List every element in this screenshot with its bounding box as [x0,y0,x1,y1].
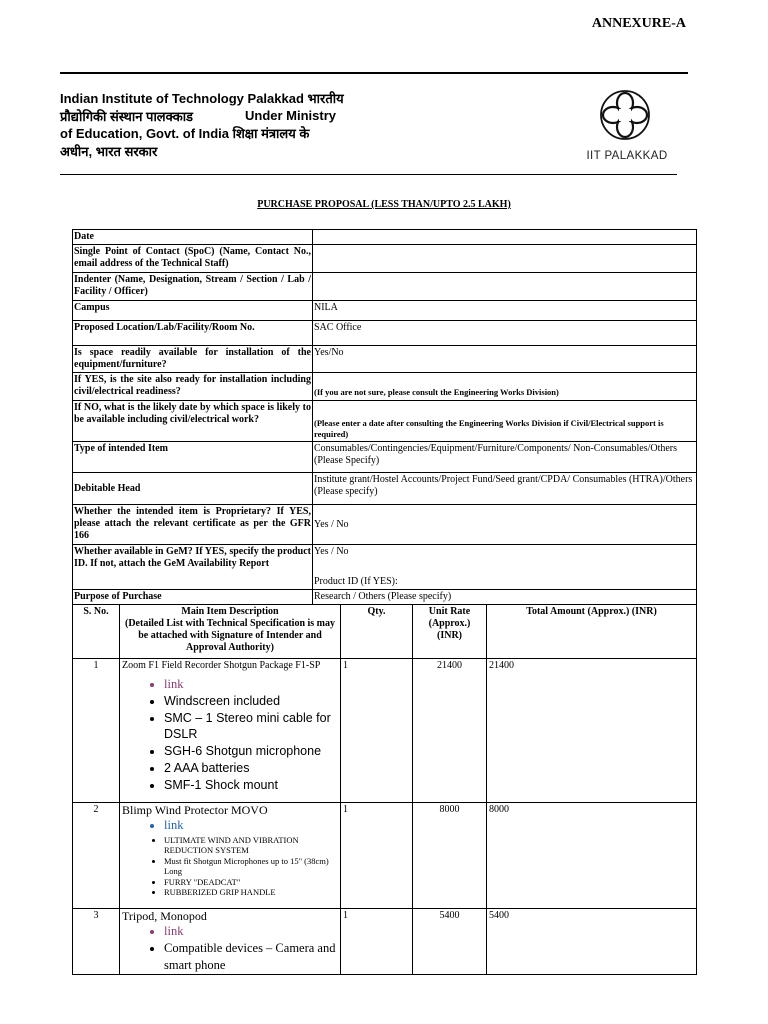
header-description-note: (Detailed List with Technical Specification is may be attached with Signature of Intender and Approval Authority) [125,618,335,653]
items-table [72,604,697,975]
header-ministry: Under Ministry [245,108,337,123]
list-item: • SGH-6 Shotgun microphone [164,743,338,760]
item-name: Zoom F1 Field Recorder Shotgun Package F1-SP [122,660,321,671]
item-link[interactable]: • link [164,923,338,940]
form-row-gem [73,545,697,590]
institute-header [60,90,360,160]
item-description [120,909,341,975]
table-row [73,909,697,975]
list-item: • ULTIMATE WIND AND VIBRATION REDUCTION SYSTEM [164,835,338,856]
item-link-list [122,817,338,834]
item-total: 5400 [487,909,697,975]
item-type-field[interactable]: Consumables/Contingencies/Equipment/Furniture/Components/ Non-Consumables/Others (Please Specify) [313,442,697,473]
form-label: Proposed Location/Lab/Facility/Room No. [73,321,313,346]
top-rule [60,72,688,74]
form-row-likely-date [73,401,697,442]
form-label: Campus [73,301,313,321]
item-name: Blimp Wind Protector MOVO [122,803,268,817]
form-row-site-ready [73,373,697,401]
form-label: Purpose of Purchase [73,590,313,605]
item-name: Tripod, Monopod [122,909,207,923]
header-qty: Qty. [341,605,413,659]
table-row [73,803,697,909]
form-label: If YES, is the site also ready for installation including civil/electrical readiness? [73,373,313,401]
header-line-4: अधीन, भारत सरकार [60,143,158,159]
form-label: Debitable Head [73,473,313,505]
form-label: Indenter (Name, Designation, Stream / Section / Lab / Facility / Officer) [73,273,313,301]
form-label: Type of intended Item [73,442,313,473]
list-item: • Must fit Shotgun Microphones up to 15" (38cm) Long [164,856,338,877]
item-sno: 3 [73,909,120,975]
list-item: • Compatible devices – Camera and smart phone [164,940,338,974]
list-item: • Windscreen included [164,693,338,710]
form-row-indenter [73,273,697,301]
proposal-form-table [72,229,697,605]
location-field[interactable]: SAC Office [313,321,697,346]
debitable-head-field[interactable]: Institute grant/Hostel Accounts/Project Fund/Seed grant/CPDA/ Consumables (HTRA)/Others (Please specify) [313,473,697,505]
item-qty: 1 [341,803,413,909]
header-total: Total Amount (Approx.) (INR) [487,605,697,659]
form-row-date [73,230,697,245]
header-line-3: of Education, Govt. of India शिक्षा मंत्रालय के [60,126,310,141]
date-field[interactable] [313,230,697,245]
form-row-purpose [73,590,697,605]
form-row-campus [73,301,697,321]
purpose-field[interactable]: Research / Others (Please specify) [313,590,697,605]
form-label: Is space readily available for installation of the equipment/furniture? [73,346,313,373]
gem-field[interactable] [313,545,697,590]
list-item: • SMC – 1 Stereo mini cable for DSLR [164,710,338,744]
likely-date-note: (Please enter a date after consulting the Engineering Works Division if Civil/Electrical support is required) [314,418,664,439]
item-description [120,803,341,909]
item-bullet-list [122,923,338,973]
form-label: Whether the intended item is Proprietary? If YES, please attach the relevant certificate as per the GFR 166 [73,505,313,545]
list-item: • FURRY "DEADCAT" [164,877,338,888]
likely-date-field[interactable] [313,401,697,442]
logo-text: IIT PALAKKAD [586,150,668,162]
site-ready-note: (If you are not sure, please consult the Engineering Works Division) [314,387,559,397]
item-sno: 2 [73,803,120,909]
form-row-location [73,321,697,346]
indenter-field[interactable] [313,273,697,301]
header-description-title: Main Item Description [181,606,279,617]
items-header-row [73,605,697,659]
annexure-label: ANNEXURE-A [591,16,686,31]
form-row-space [73,346,697,373]
form-row-item-type [73,442,697,473]
header-line-2: प्रौद्योगिकी संस्थान पालक्काड [60,108,194,124]
form-row-proprietary [73,505,697,545]
item-description [120,659,341,803]
item-qty: 1 [341,659,413,803]
header-unit-rate: Unit Rate (Approx.) (INR) [413,605,487,659]
table-row [73,659,697,803]
header-description [120,605,341,659]
header-sno: S. No. [73,605,120,659]
form-label: If NO, what is the likely date by which space is likely to be available including civil/electrical work? [73,401,313,442]
item-unit-rate: 8000 [413,803,487,909]
item-unit-rate: 5400 [413,909,487,975]
item-unit-rate: 21400 [413,659,487,803]
form-label: Single Point of Contact (SpoC) (Name, Contact No., email address of the Technical Staff) [73,245,313,273]
form-label: Date [73,230,313,245]
item-sno: 1 [73,659,120,803]
form-label: Whether available in GeM? If YES, specify the product ID. If not, attach the GeM Availability Report [73,545,313,590]
header-line-1: Indian Institute of Technology Palakkad भारतीय [60,91,344,106]
iit-palakkad-logo-icon [598,88,652,142]
list-item: • SMF-1 Shock mount [164,777,338,794]
gem-product-id: Product ID (If YES): [314,576,398,587]
item-bullet-list [122,676,338,794]
list-item: • 2 AAA batteries [164,760,338,777]
gem-yes-no: Yes / No [314,546,349,557]
item-bullet-list [122,835,338,898]
document-title: PURCHASE PROPOSAL (LESS THAN/UPTO 2.5 LAKH) [257,199,511,210]
form-row-debitable-head [73,473,697,505]
item-link[interactable]: • link [164,817,338,834]
item-total: 21400 [487,659,697,803]
list-item: • RUBBERIZED GRIP HANDLE [164,887,338,898]
item-qty: 1 [341,909,413,975]
item-total: 8000 [487,803,697,909]
spoc-field[interactable] [313,245,697,273]
campus-field[interactable]: NILA [313,301,697,321]
item-link[interactable]: • link [164,676,338,693]
space-field[interactable]: Yes/No [313,346,697,373]
site-ready-field[interactable] [313,373,697,401]
header-rule [60,174,677,175]
proprietary-field[interactable]: Yes / No [313,505,697,545]
form-row-spoc [73,245,697,273]
